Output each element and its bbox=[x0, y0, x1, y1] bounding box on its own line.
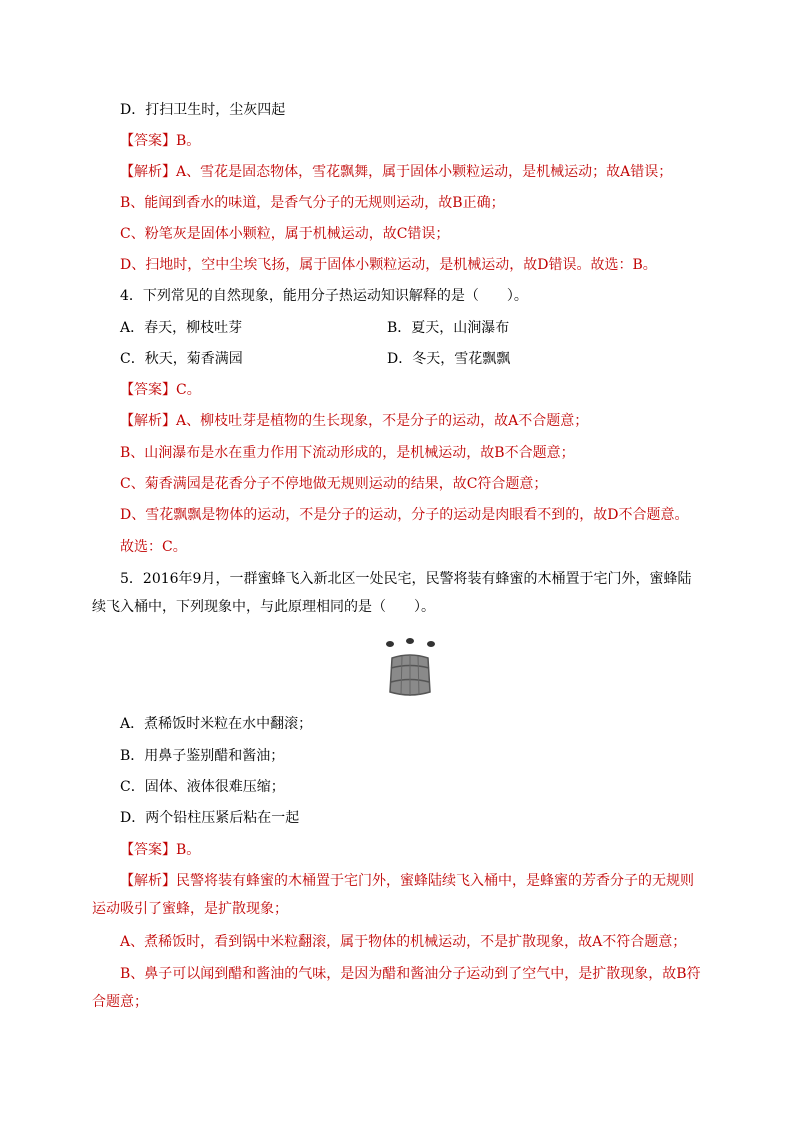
q3-explanation-d: D、扫地时，空中尘埃飞扬，属于固体小颗粒运动，是机械运动，故D错误。故选：B。 bbox=[120, 257, 657, 273]
q4-select: 故选：C。 bbox=[120, 539, 187, 555]
explanation-tag: 【解析】 bbox=[120, 873, 176, 889]
q4-option-d: D．冬天，雪花飘飘 bbox=[387, 351, 511, 367]
explanation-text: A、雪花是固态物体，雪花飘舞，属于固体小颗粒运动，是机械运动；故A错误； bbox=[176, 164, 673, 180]
q4-stem: 4．下列常见的自然现象，能用分子热运动知识解释的是（ ）。 bbox=[120, 288, 528, 304]
q5-stem: 5．2016年9月，一群蜜蜂飞入新北区一处民宅，民警将装有蜂蜜的木桶置于宅门外，蜜蜂陆续飞入桶中，下列现象中，与此原理相同的是（ ）。 bbox=[92, 571, 692, 615]
q4-option-a: A．春天，柳枝吐芽 bbox=[120, 320, 243, 336]
explanation-text: 民警将装有蜂蜜的木桶置于宅门外，蜜蜂陆续飞入桶中，是蜂蜜的芳香分子的无规则运动吸引了蜜蜂，是扩散现象； bbox=[92, 873, 694, 917]
q4-explanation-d: D、雪花飘飘是物体的运动，不是分子的运动，分子的运动是肉眼看不到的，故D不合题意。 bbox=[120, 507, 689, 523]
q3-explanation-c: C、粉笔灰是固体小颗粒，属于机械运动，故C错误； bbox=[120, 226, 450, 242]
q3-explanation-b: B、能闻到香水的味道，是香气分子的无规则运动，故B正确； bbox=[120, 195, 505, 211]
q5-option-c: C．固体、液体很难压缩； bbox=[120, 779, 285, 795]
q5-explanation-b: B、鼻子可以闻到醋和酱油的气味，是因为醋和酱油分子运动到了空气中，是扩散现象，故B符合题意； bbox=[92, 966, 701, 1010]
answer-tag: 【答案】 bbox=[120, 133, 176, 149]
q3-answer bbox=[120, 131, 200, 151]
answer-tag: 【答案】 bbox=[120, 382, 176, 398]
q4-answer bbox=[120, 380, 201, 400]
q5-option-b: B．用鼻子鉴别醋和酱油； bbox=[120, 748, 285, 764]
answer-value: C。 bbox=[176, 382, 201, 398]
q4-option-c: C．秋天，菊香满园 bbox=[120, 351, 243, 367]
q3-explanation-a bbox=[120, 162, 672, 182]
q5-explanation-a: A、煮稀饭时，看到锅中米粒翻滚，属于物体的机械运动，不是扩散现象，故A不符合题意； bbox=[120, 934, 687, 950]
answer-tag: 【答案】 bbox=[120, 842, 176, 858]
q5-option-a: A．煮稀饭时米粒在水中翻滚； bbox=[120, 716, 313, 732]
q4-option-b: B．夏天，山涧瀑布 bbox=[387, 320, 510, 336]
q3-option-d: D．打扫卫生时，尘灰四起 bbox=[120, 102, 286, 118]
q4-explanation-a bbox=[120, 411, 588, 431]
q4-explanation-b: B、山涧瀑布是水在重力作用下流动形成的，是机械运动，故B不合题意； bbox=[120, 445, 575, 461]
answer-value: B。 bbox=[176, 842, 201, 858]
barrel-with-bees-illustration bbox=[380, 636, 440, 700]
explanation-text: A、柳枝吐芽是植物的生长现象，不是分子的运动，故A不合题意； bbox=[176, 413, 589, 429]
q4-explanation-c: C、菊香满园是花香分子不停地做无规则运动的结果，故C符合题意； bbox=[120, 476, 548, 492]
q5-option-d: D．两个铅柱压紧后粘在一起 bbox=[120, 810, 300, 826]
explanation-tag: 【解析】 bbox=[120, 164, 176, 180]
explanation-tag: 【解析】 bbox=[120, 413, 176, 429]
answer-value: B。 bbox=[176, 133, 201, 149]
q5-answer bbox=[120, 840, 200, 860]
q5-explanation-main bbox=[92, 867, 704, 923]
